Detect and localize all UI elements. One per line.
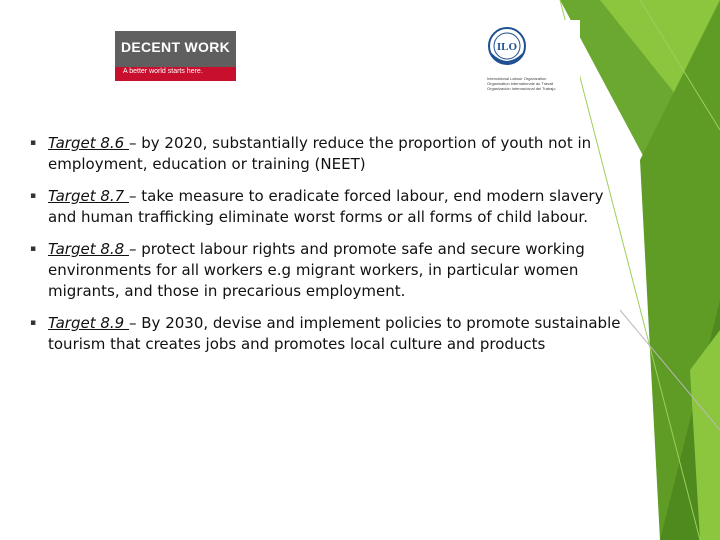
target-text: – protect labour rights and promote safe and secure working environments for all workers e.g migrant workers, in particular women migrants, and those in precarious employment.	[48, 240, 585, 300]
ilo-name-lines	[487, 76, 579, 91]
decent-work-logo	[115, 31, 236, 81]
ilo-name-en: International Labour Organization	[487, 76, 547, 81]
target-label: Target 8.9	[48, 314, 129, 332]
bullet-square-icon: ▪	[30, 191, 37, 201]
target-label: Target 8.6	[48, 134, 129, 152]
ilo-emblem-text: ILO	[496, 41, 518, 53]
list-item	[30, 186, 630, 228]
ilo-name-es: Organización Internacional del Trabajo	[487, 86, 556, 91]
bullet-square-icon: ▪	[30, 318, 37, 328]
target-text: – take measure to eradicate forced labour, end modern slavery and human trafficking eliminate worst forms or all forms of child labour.	[48, 187, 604, 226]
ilo-name-fr: Organisation internationale du Travail	[487, 81, 554, 86]
target-label: Target 8.7	[48, 187, 129, 205]
bullet-square-icon: ▪	[30, 244, 37, 254]
targets-list	[30, 133, 630, 366]
list-item	[30, 133, 630, 175]
target-text: – by 2020, substantially reduce the proportion of youth not in employment, education or training (NEET)	[48, 134, 592, 173]
target-label: Target 8.8	[48, 240, 129, 258]
ilo-emblem-icon	[485, 24, 529, 72]
decent-work-tagline: A better world starts here.	[123, 68, 203, 75]
decent-work-title: DECENT WORK	[120, 39, 231, 55]
target-text: – By 2030, devise and implement policies to promote sustainable tourism that creates jobs and promotes local culture and products	[48, 314, 621, 353]
decent-work-tagline-bar	[115, 67, 236, 81]
list-item	[30, 239, 630, 302]
bullet-square-icon: ▪	[30, 138, 37, 148]
list-item	[30, 313, 630, 355]
ilo-logo	[479, 20, 580, 100]
